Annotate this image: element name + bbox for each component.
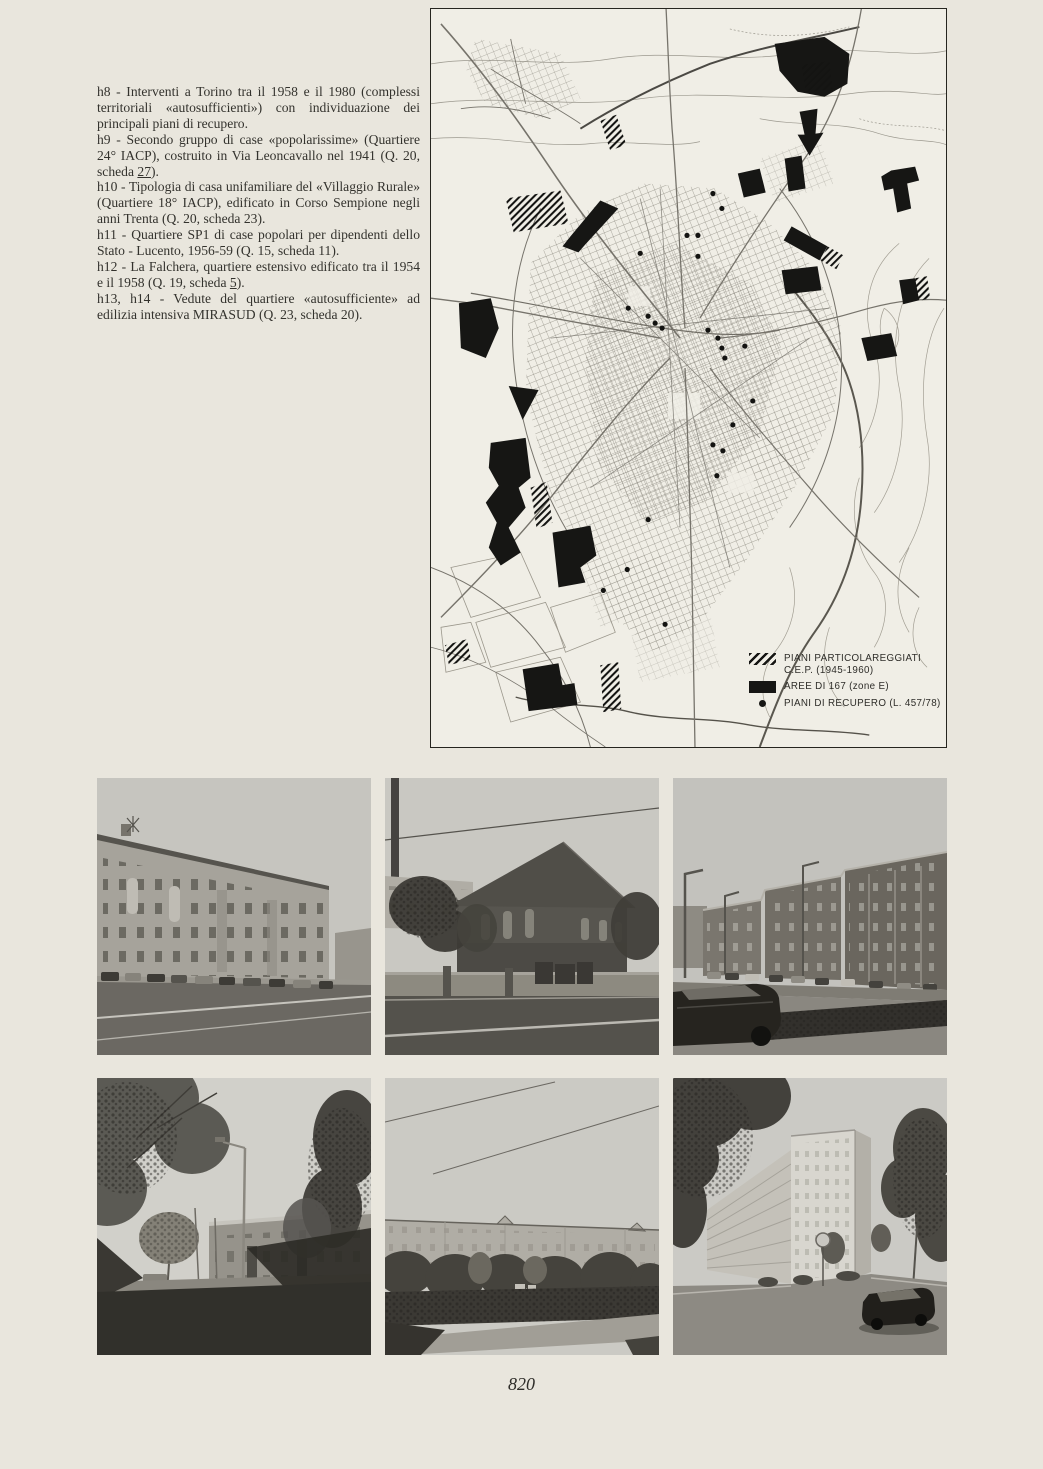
- torino-map-image: [431, 9, 946, 747]
- caption-h8: h8 - Interventi a Torino tra il 1958 e il 1980 (complessi territoriali «autosufficienti») con individuazione dei principali piani di recupero.: [97, 84, 420, 131]
- photo-2: [385, 778, 659, 1055]
- caption-h13-h14: h13, h14 - Vedute del quartiere «autosufficiente» ad edilizia intensiva MIRASUD (Q. 23, scheda 20).: [97, 290, 420, 322]
- legend-label: PIANI PARTICOLAREGGIATI C.E.P. (1945-1960): [784, 653, 922, 676]
- caption-h12: h12 - La Falchera, quartiere estensivo edificato tra il 1954 e il 1958 (Q. 19, scheda 5).: [97, 258, 420, 290]
- dot-swatch: [749, 698, 776, 710]
- photo-1: [97, 778, 371, 1055]
- photo-4-image: [97, 1078, 371, 1355]
- caption-h9: h9 - Secondo gruppo di case «popolarissime» (Quartiere 24° IACP), costruito in Via Leoncavallo nel 1941 (Q. 20, scheda 27).: [97, 131, 420, 179]
- caption-h11: h11 - Quartiere SP1 di case popolari per dipendenti dello Stato - Lucento, 1956-59 (Q. 15, scheda 11).: [97, 227, 420, 259]
- legend-item-167: [749, 681, 941, 693]
- caption-h10: h10 - Tipologia di casa unifamiliare del «Villaggio Rurale» (Quartiere 18° IACP), edificato in Corso Sempione negli anni Trenta (Q. 20, scheda 23).: [97, 179, 420, 227]
- photo-4: [97, 1078, 371, 1355]
- photo-3: [673, 778, 947, 1055]
- map-legend: [749, 653, 941, 715]
- legend-item-recupero: [749, 698, 941, 710]
- photo-1-image: [97, 778, 371, 1055]
- page-number: 820: [508, 1374, 535, 1394]
- legend-label: AREE DI 167 (zone E): [784, 681, 890, 692]
- photo-6-image: [673, 1078, 947, 1355]
- photo-6: [673, 1078, 947, 1355]
- solid-black-swatch: [749, 681, 776, 693]
- photo-5: [385, 1078, 659, 1355]
- photo-5-image: [385, 1078, 659, 1355]
- legend-label: PIANI DI RECUPERO (L. 457/78): [784, 698, 941, 709]
- hatched-swatch: [749, 653, 776, 665]
- caption-block: [97, 84, 420, 323]
- torino-map-figure: [430, 8, 947, 748]
- photo-2-image: [385, 778, 659, 1055]
- photo-3-image: [673, 778, 947, 1055]
- legend-item-cep: [749, 653, 941, 676]
